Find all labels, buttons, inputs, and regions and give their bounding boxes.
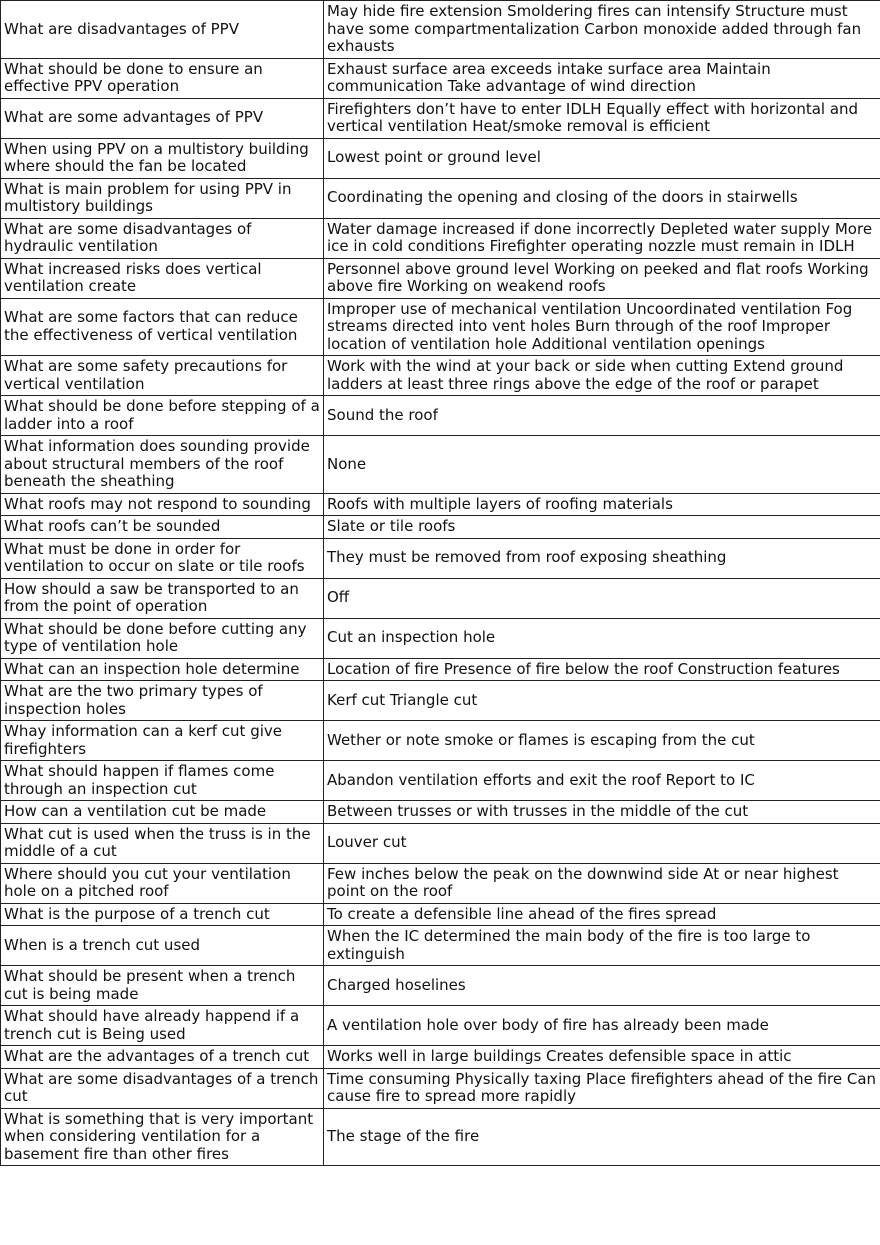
table-row — [1, 761, 880, 801]
question-cell: What information does sounding provide about structural members of the roof beneath the sheathing — [1, 436, 324, 494]
answer-cell: To create a defensible line ahead of the fires spread — [324, 903, 880, 926]
question-cell: What can an inspection hole determine — [1, 658, 324, 681]
answer-cell: Slate or tile roofs — [324, 516, 880, 539]
answer-cell: Sound the roof — [324, 396, 880, 436]
answer-cell: Lowest point or ground level — [324, 138, 880, 178]
answer-cell: Firefighters don’t have to enter IDLH Equally effect with horizontal and vertical ventilation Heat/smoke removal is efficient — [324, 98, 880, 138]
question-cell: What is main problem for using PPV in multistory buildings — [1, 178, 324, 218]
question-cell: What are some safety precautions for vertical ventilation — [1, 356, 324, 396]
answer-cell: None — [324, 436, 880, 494]
question-cell: What are some disadvantages of hydraulic ventilation — [1, 218, 324, 258]
table-row — [1, 1046, 880, 1069]
answer-cell: Location of fire Presence of fire below the roof Construction features — [324, 658, 880, 681]
answer-cell: Roofs with multiple layers of roofing materials — [324, 493, 880, 516]
answer-cell: Time consuming Physically taxing Place firefighters ahead of the fire Can cause fire to spread more rapidly — [324, 1068, 880, 1108]
question-cell: What is the purpose of a trench cut — [1, 903, 324, 926]
table-row — [1, 926, 880, 966]
answer-cell: Abandon ventilation efforts and exit the roof Report to IC — [324, 761, 880, 801]
answer-cell: Charged hoselines — [324, 966, 880, 1006]
question-cell: What should be done to ensure an effective PPV operation — [1, 58, 324, 98]
question-cell: Whay information can a kerf cut give firefighters — [1, 721, 324, 761]
table-row — [1, 1, 880, 59]
question-cell: What are some advantages of PPV — [1, 98, 324, 138]
question-cell: What must be done in order for ventilation to occur on slate or tile roofs — [1, 538, 324, 578]
question-cell: What are some disadvantages of a trench cut — [1, 1068, 324, 1108]
answer-cell: The stage of the fire — [324, 1108, 880, 1166]
table-row — [1, 258, 880, 298]
question-cell: What roofs can’t be sounded — [1, 516, 324, 539]
question-cell: What are the two primary types of inspection holes — [1, 681, 324, 721]
table-row — [1, 721, 880, 761]
table-row — [1, 298, 880, 356]
question-cell: What should have already happend if a trench cut is Being used — [1, 1006, 324, 1046]
answer-cell: A ventilation hole over body of fire has already been made — [324, 1006, 880, 1046]
question-cell: What roofs may not respond to sounding — [1, 493, 324, 516]
table-row — [1, 218, 880, 258]
answer-cell: Cut an inspection hole — [324, 618, 880, 658]
table-row — [1, 966, 880, 1006]
answer-cell: May hide fire extension Smoldering fires can intensify Structure must have some compartmentalization Carbon monoxide added through fan exhausts — [324, 1, 880, 59]
answer-cell: They must be removed from roof exposing sheathing — [324, 538, 880, 578]
question-cell: How can a ventilation cut be made — [1, 801, 324, 824]
question-cell: What should be done before stepping of a ladder into a roof — [1, 396, 324, 436]
table-row — [1, 863, 880, 903]
table-row — [1, 538, 880, 578]
table-row — [1, 436, 880, 494]
answer-cell: Wether or note smoke or flames is escaping from the cut — [324, 721, 880, 761]
table-row — [1, 178, 880, 218]
flashcard-rows — [1, 1, 880, 1166]
question-cell: What cut is used when the truss is in the middle of a cut — [1, 823, 324, 863]
question-cell: What should happen if flames come through an inspection cut — [1, 761, 324, 801]
table-row — [1, 396, 880, 436]
table-row — [1, 658, 880, 681]
question-cell: When using PPV on a multistory building where should the fan be located — [1, 138, 324, 178]
question-cell: Where should you cut your ventilation hole on a pitched roof — [1, 863, 324, 903]
table-row — [1, 1006, 880, 1046]
answer-cell: Few inches below the peak on the downwind side At or near highest point on the roof — [324, 863, 880, 903]
answer-cell: Personnel above ground level Working on peeked and flat roofs Working above fire Working on weakend roofs — [324, 258, 880, 298]
table-row — [1, 903, 880, 926]
answer-cell: When the IC determined the main body of the fire is too large to extinguish — [324, 926, 880, 966]
question-cell: What should be present when a trench cut is being made — [1, 966, 324, 1006]
table-row — [1, 823, 880, 863]
answer-cell: Improper use of mechanical ventilation Uncoordinated ventilation Fog streams directed into vent holes Burn through of the roof Improper location of ventilation hole Additional ventilation openings — [324, 298, 880, 356]
answer-cell: Exhaust surface area exceeds intake surface area Maintain communication Take advantage of wind direction — [324, 58, 880, 98]
answer-cell: Works well in large buildings Creates defensible space in attic — [324, 1046, 880, 1069]
table-row — [1, 618, 880, 658]
table-row — [1, 516, 880, 539]
question-cell: What increased risks does vertical ventilation create — [1, 258, 324, 298]
question-cell: How should a saw be transported to an from the point of operation — [1, 578, 324, 618]
table-row — [1, 356, 880, 396]
question-cell: What are disadvantages of PPV — [1, 1, 324, 59]
table-row — [1, 98, 880, 138]
question-cell: When is a trench cut used — [1, 926, 324, 966]
question-cell: What are the advantages of a trench cut — [1, 1046, 324, 1069]
table-row — [1, 578, 880, 618]
answer-cell: Off — [324, 578, 880, 618]
table-row — [1, 1108, 880, 1166]
table-row — [1, 801, 880, 824]
answer-cell: Water damage increased if done incorrectly Depleted water supply More ice in cold conditions Firefighter operating nozzle must remain in IDLH — [324, 218, 880, 258]
answer-cell: Between trusses or with trusses in the middle of the cut — [324, 801, 880, 824]
question-cell: What should be done before cutting any type of ventilation hole — [1, 618, 324, 658]
question-cell: What are some factors that can reduce the effectiveness of vertical ventilation — [1, 298, 324, 356]
answer-cell: Kerf cut Triangle cut — [324, 681, 880, 721]
answer-cell: Coordinating the opening and closing of the doors in stairwells — [324, 178, 880, 218]
table-row — [1, 58, 880, 98]
question-cell: What is something that is very important when considering ventilation for a basement fire than other fires — [1, 1108, 324, 1166]
table-row — [1, 138, 880, 178]
table-row — [1, 681, 880, 721]
table-row — [1, 1068, 880, 1108]
answer-cell: Louver cut — [324, 823, 880, 863]
answer-cell: Work with the wind at your back or side when cutting Extend ground ladders at least three rings above the edge of the roof or parapet — [324, 356, 880, 396]
table-row — [1, 493, 880, 516]
